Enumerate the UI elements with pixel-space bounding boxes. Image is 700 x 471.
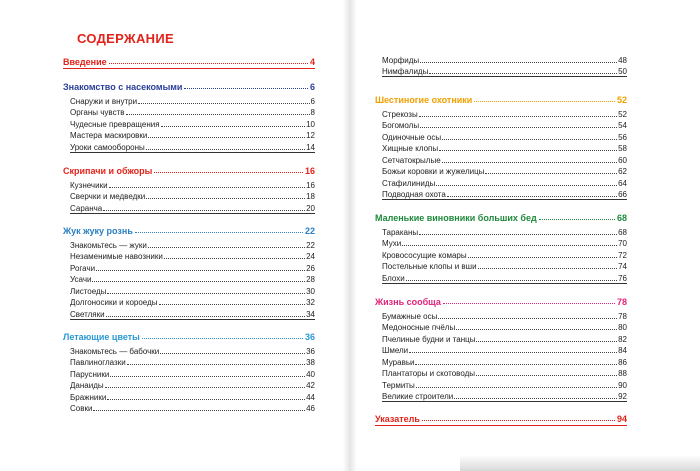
toc-item[interactable]: Саранча 20: [70, 203, 315, 213]
toc-continuation: [375, 53, 627, 77]
toc-item[interactable]: Сверчки и медведки 18: [70, 192, 315, 201]
toc-item[interactable]: Муравьи 86: [382, 357, 627, 367]
section-rule: [375, 425, 627, 426]
toc-item[interactable]: Термиты 90: [382, 380, 627, 390]
toc-item[interactable]: Бумажные осы 78: [382, 311, 627, 321]
toc-section-beetles: [63, 222, 315, 320]
toc-item[interactable]: Стафилиниды 64: [382, 178, 627, 188]
section-rule: [382, 199, 627, 200]
toc-section-intro[interactable]: [63, 53, 315, 69]
toc-item[interactable]: Одиночные осы 56: [382, 132, 627, 142]
toc-item[interactable]: Морфиды 48: [382, 55, 627, 65]
section-heading[interactable]: Жук жуку рознь 22: [63, 226, 315, 236]
toc-section-hunters: [375, 91, 627, 200]
toc-item[interactable]: Подводная охота 66: [382, 190, 627, 199]
toc-section-index[interactable]: [375, 410, 627, 426]
toc-item[interactable]: Мастера маскировки 12: [70, 131, 315, 140]
toc-item[interactable]: Великие строители 92: [382, 392, 627, 401]
toc-item[interactable]: Данаиды 42: [70, 381, 315, 390]
toc-item[interactable]: Мухи 70: [382, 239, 627, 248]
toc-item[interactable]: Незаменимые навозники 24: [70, 252, 315, 261]
toc-item[interactable]: Медоносные пчёлы 80: [382, 323, 627, 332]
toc-section-society: [375, 293, 627, 402]
toc-item[interactable]: Павлиноглазки 38: [70, 358, 315, 367]
toc-item[interactable]: Бражники 44: [70, 392, 315, 402]
toc-section-violinists: [63, 162, 315, 214]
section-rule: [382, 283, 627, 284]
toc-item[interactable]: Знакомьтесь — жуки 22: [70, 240, 315, 250]
toc-item[interactable]: Тараканы 68: [382, 227, 627, 237]
toc-item[interactable]: Рогачи 26: [70, 263, 315, 273]
section-heading[interactable]: Шестиногие охотники 52: [375, 95, 627, 105]
toc-item[interactable]: Стрекозы 52: [382, 109, 627, 119]
section-rule: [70, 152, 315, 153]
page-title: СОДЕРЖАНИЕ: [77, 31, 174, 46]
toc-item[interactable]: Парусники 40: [70, 369, 315, 379]
toc-item[interactable]: Листоеды 30: [70, 286, 315, 296]
section-heading[interactable]: Знакомство с насекомыми 6: [63, 82, 315, 92]
toc-item[interactable]: Богомолы 54: [382, 121, 627, 130]
toc-item[interactable]: Уроки самообороны 14: [70, 142, 315, 152]
section-rule: [382, 76, 627, 77]
toc-item[interactable]: Знакомьтесь — бабочки 36: [70, 346, 315, 356]
section-rule: [382, 401, 627, 402]
toc-item[interactable]: Блохи 76: [382, 273, 627, 283]
toc-item[interactable]: Снаружи и внутри 6: [70, 96, 315, 106]
section-rule: [70, 319, 315, 320]
section-rule: [63, 68, 315, 69]
toc-item[interactable]: Кровососущие комары 72: [382, 250, 627, 260]
toc-item[interactable]: Органы чувств 8: [70, 108, 315, 117]
toc-item[interactable]: Сетчатокрылые 60: [382, 155, 627, 165]
toc-item[interactable]: Светляки 34: [70, 309, 315, 319]
toc-item[interactable]: Чудесные превращения 10: [70, 119, 315, 129]
toc-section-insects: [63, 78, 315, 153]
toc-item[interactable]: Шмели 84: [382, 346, 627, 355]
section-heading[interactable]: Жизнь сообща 78: [375, 297, 627, 307]
toc-item[interactable]: Кузнечики 16: [70, 180, 315, 190]
page-edge-shadow: [460, 455, 700, 471]
toc-item[interactable]: Постельные клопы и вши 74: [382, 262, 627, 271]
toc-item[interactable]: Плантаторы и скотоводы 88: [382, 369, 627, 378]
toc-item[interactable]: Пчелиные будни и танцы 82: [382, 334, 627, 344]
section-rule: [70, 213, 315, 214]
toc-section-butterflies: [63, 328, 315, 413]
toc-section-pests: [375, 209, 627, 284]
toc-item[interactable]: Нимфалиды 50: [382, 67, 627, 76]
section-heading: Указатель 94: [375, 414, 627, 424]
toc-item[interactable]: Совки 46: [70, 404, 315, 413]
toc-item[interactable]: Долгоносики и короеды 32: [70, 298, 315, 307]
section-heading[interactable]: Скрипачи и обжоры 16: [63, 166, 315, 176]
section-heading[interactable]: Летающие цветы 36: [63, 332, 315, 342]
section-heading[interactable]: Маленькие виновники больших бед 68: [375, 213, 627, 223]
section-heading: Введение 4: [63, 57, 315, 67]
toc-item[interactable]: Усачи 28: [70, 275, 315, 284]
toc-item[interactable]: Божьи коровки и жужелицы 62: [382, 167, 627, 176]
book-gutter: [343, 0, 357, 471]
toc-item[interactable]: Хищные клопы 58: [382, 144, 627, 153]
